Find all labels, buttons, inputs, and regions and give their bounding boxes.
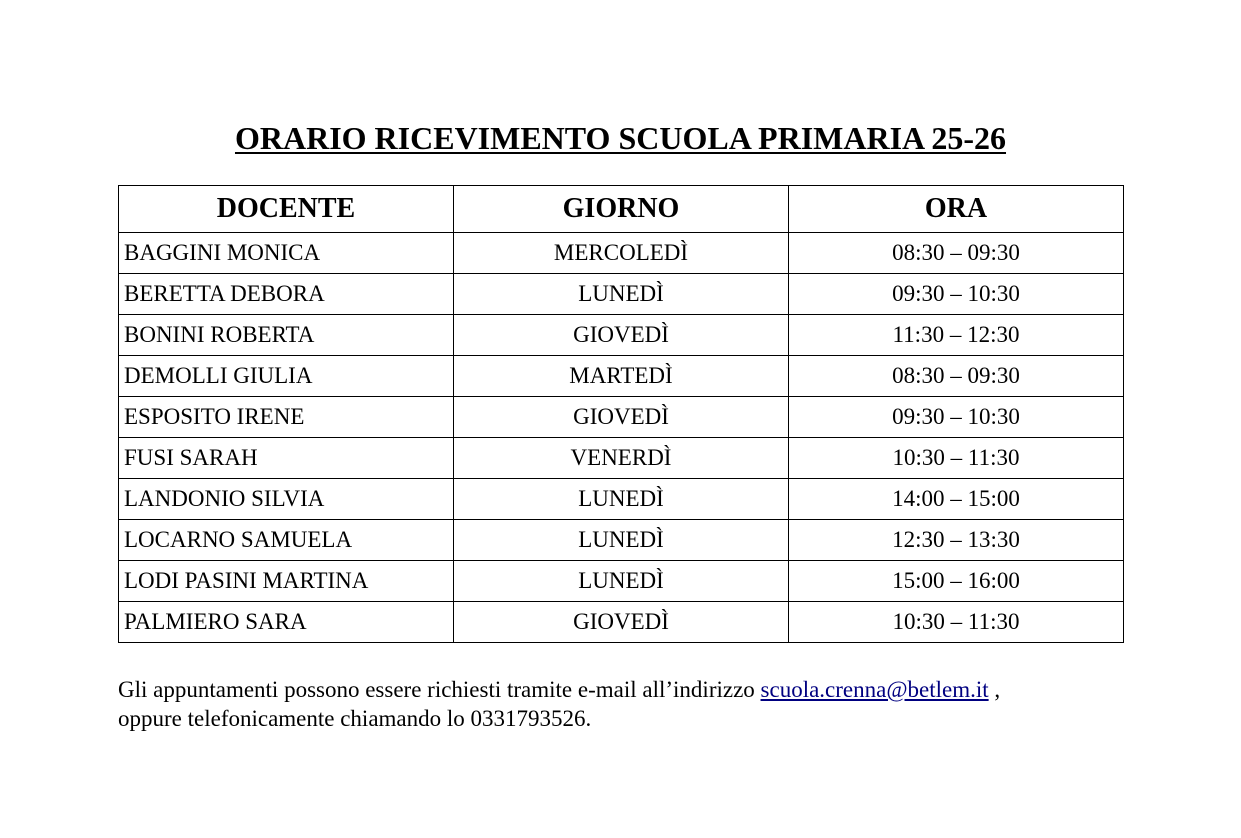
time-cell: 08:30 – 09:30 [789,356,1124,397]
day-cell: GIOVEDÌ [454,315,789,356]
contact-note-text: Gli appuntamenti possono essere richiesti tramite e-mail all’indirizzo [118,677,761,702]
time-cell: 09:30 – 10:30 [789,397,1124,438]
page-title-text: ORARIO RICEVIMENTO SCUOLA PRIMARIA 25-26 [234,120,1007,156]
teacher-cell: LANDONIO SILVIA [119,479,454,520]
contact-note [118,675,1123,733]
day-cell: VENERDÌ [454,438,789,479]
time-cell: 10:30 – 11:30 [789,602,1124,643]
teacher-cell: FUSI SARAH [119,438,454,479]
day-cell: LUNEDÌ [454,561,789,602]
column-header-giorno: GIORNO [454,186,789,233]
time-cell: 14:00 – 15:00 [789,479,1124,520]
day-cell: LUNEDÌ [454,274,789,315]
time-cell: 08:30 – 09:30 [789,233,1124,274]
teacher-cell: BERETTA DEBORA [119,274,454,315]
contact-note-phone-line: oppure telefonicamente chiamando lo 0331793526. [118,706,592,731]
table-row [119,479,1124,520]
day-cell: MERCOLEDÌ [454,233,789,274]
day-cell: MARTEDÌ [454,356,789,397]
table-row [119,356,1124,397]
day-cell: LUNEDÌ [454,479,789,520]
teacher-cell: ESPOSITO IRENE [119,397,454,438]
table-row [119,274,1124,315]
column-header-docente: DOCENTE [119,186,454,233]
teacher-cell: BONINI ROBERTA [119,315,454,356]
table-row [119,602,1124,643]
column-header-ora: ORA [789,186,1124,233]
time-cell: 09:30 – 10:30 [789,274,1124,315]
table-row [119,315,1124,356]
time-cell: 10:30 – 11:30 [789,438,1124,479]
teacher-cell: PALMIERO SARA [119,602,454,643]
table-header-row [119,186,1124,233]
table-row [119,397,1124,438]
time-cell: 15:00 – 16:00 [789,561,1124,602]
day-cell: GIOVEDÌ [454,602,789,643]
schedule-table [118,185,1124,643]
time-cell: 11:30 – 12:30 [789,315,1124,356]
time-cell: 12:30 – 13:30 [789,520,1124,561]
email-link[interactable]: scuola.crenna@betlem.it [760,677,989,702]
contact-note-comma: , [988,677,1001,702]
table-row [119,561,1124,602]
table-row [119,233,1124,274]
teacher-cell: DEMOLLI GIULIA [119,356,454,397]
day-cell: GIOVEDÌ [454,397,789,438]
table-row [119,520,1124,561]
teacher-cell: LOCARNO SAMUELA [119,520,454,561]
day-cell: LUNEDÌ [454,520,789,561]
page-title [0,118,1241,158]
teacher-cell: LODI PASINI MARTINA [119,561,454,602]
table-row [119,438,1124,479]
teacher-cell: BAGGINI MONICA [119,233,454,274]
